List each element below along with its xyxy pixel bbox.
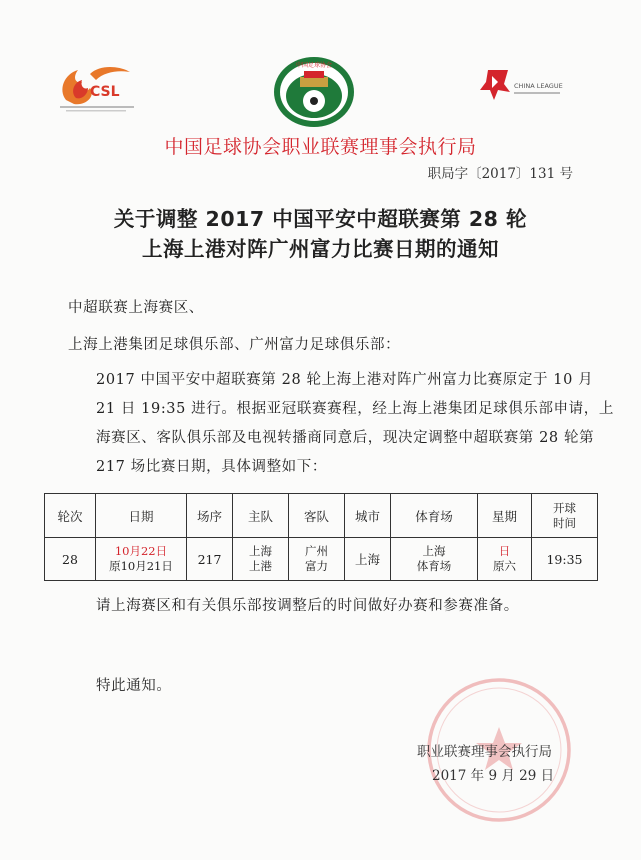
addressee-line-1: 中超联赛上海赛区、 [68, 300, 204, 316]
original-date: 原10月21日 [109, 559, 173, 573]
header-kickoff-line-1: 开球 [553, 500, 576, 515]
csl-logo [56, 60, 140, 116]
cell-date [96, 538, 187, 581]
cfa-logo [270, 55, 358, 129]
header-home-team: 主队 [233, 494, 289, 538]
closing-paragraph: 请上海赛区和有关俱乐部按调整后的时间做好办赛和参赛准备。 [96, 598, 519, 614]
cell-weekday [478, 538, 532, 581]
notice-title-line-2: 上海上港对阵广州富力比赛日期的通知 [142, 237, 499, 261]
cell-kickoff: 19:35 [532, 538, 598, 581]
document-number: 职局字〔2017〕131 号 [427, 166, 573, 182]
schedule-table [44, 493, 598, 581]
away-team-line-2: 富力 [305, 559, 328, 573]
stadium-line-2: 体育场 [416, 559, 452, 573]
csl-logo-text: CSL [90, 84, 120, 100]
table-header-row [45, 494, 598, 538]
cell-match-number: 217 [187, 538, 233, 581]
header-date: 日期 [96, 494, 187, 538]
cfa-logo-text: 中国足球协会 [295, 62, 333, 69]
org-title: 中国足球协会职业联赛理事会执行局 [164, 136, 477, 158]
table-row [45, 538, 598, 581]
cell-stadium [391, 538, 478, 581]
header-weekday: 星期 [478, 494, 532, 538]
header-city: 城市 [345, 494, 391, 538]
away-team-line-1: 广州 [305, 544, 328, 558]
home-team-line-2: 上港 [249, 559, 272, 573]
new-date: 10月22日 [114, 544, 168, 558]
header-match-number: 场序 [187, 494, 233, 538]
header-round: 轮次 [45, 494, 96, 538]
body-paragraph: 2017 中国平安中超联赛第 28 轮上海上港对阵广州富力比赛原定于 10 月 21 日 19:35 进行。根据亚冠联赛赛程，经上海上港集团足球俱乐部申请，上海赛区、客队俱乐部及电视转播商同意后，现决定调整中超联赛第 28 轮第 217 场比赛日期，具体调整如下： [96, 372, 614, 475]
original-weekday: 原六 [493, 559, 516, 573]
cell-city: 上海 [345, 538, 391, 581]
home-team-line-1: 上海 [249, 544, 272, 558]
china-league-logo-text: CHINA LEAGUE [514, 82, 563, 90]
star-icon [480, 70, 510, 100]
signature-organization: 职业联赛理事会执行局 [417, 744, 552, 760]
addressee-line-2: 上海上港集团足球俱乐部、广州富力足球俱乐部： [68, 337, 401, 353]
header-kickoff [532, 494, 598, 538]
header-kickoff-line-2: 时间 [553, 515, 576, 530]
cell-home-team [233, 538, 289, 581]
cell-away-team [289, 538, 345, 581]
final-note: 特此通知。 [96, 678, 172, 694]
stadium-line-1: 上海 [422, 544, 446, 558]
signature-date: 2017 年 9 月 29 日 [432, 768, 555, 784]
header-stadium: 体育场 [391, 494, 478, 538]
notice-title-line-1: 关于调整 2017 中国平安中超联赛第 28 轮 [113, 207, 528, 231]
cell-round: 28 [45, 538, 96, 581]
new-weekday: 日 [498, 544, 511, 558]
header-away-team: 客队 [289, 494, 345, 538]
china-league-logo [474, 66, 574, 106]
